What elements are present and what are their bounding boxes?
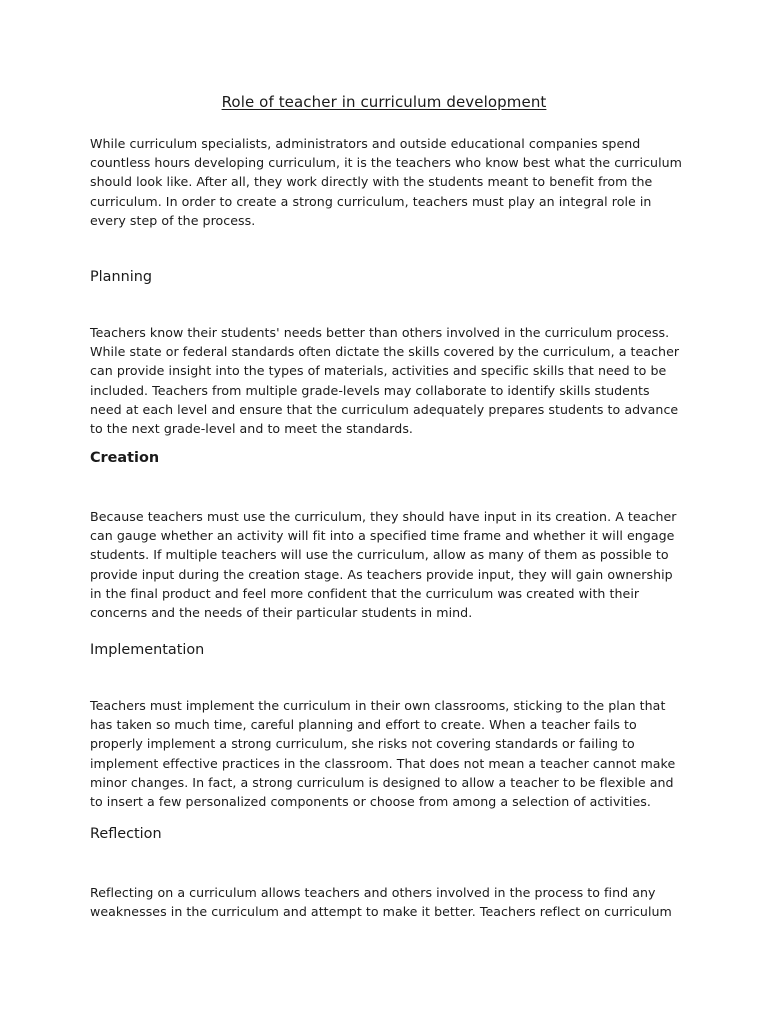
section-body-implementation: Teachers must implement the curriculum in their own classrooms, sticking to the plan that has taken so much time, careful planning and effort to create. When a teacher fails to properly implement a strong curriculum, she risks not covering standards or failing to implement effective practices in the classroom. That does not mean a teacher cannot make minor changes. In fact, a strong curriculum is designed to allow a teacher to be flexible and to insert a few personalized components or choose from among a selection of activities. — [90, 698, 676, 810]
section-body-planning: Teachers know their students' needs better than others involved in the curriculum process. While state or federal standards often dictate the skills covered by the curriculum, a teacher can provide insight into the types of materials, activities and specific skills that need to be included. Teachers from multiple grade-levels may collaborate to identify skills students need at each level and ensure that the curriculum adequately prepares students to advance to the next grade-level and to meet the standards. — [90, 325, 680, 437]
section-heading-reflection: Reflection — [90, 826, 162, 842]
section-heading-implementation: Implementation — [90, 642, 205, 658]
section-heading-creation: Creation — [90, 450, 160, 466]
section-heading-planning: Planning — [90, 269, 152, 285]
section-body-creation: Because teachers must use the curriculum, they should have input in its creation. A teacher can gauge whether an activity will fit into a specified time frame and whether it will engage students. If multiple teachers will use the curriculum, allow as many of them as possible to provide input during the creation stage. As teachers provide input, they will gain ownership in the final product and feel more confident that the curriculum was created with their concerns and the needs of their particular students in mind. — [90, 509, 677, 621]
document-title: Role of teacher in curriculum development — [221, 93, 547, 111]
intro-paragraph: While curriculum specialists, administrators and outside educational companies spend countless hours developing curriculum, it is the teachers who know best what the curriculum should look like. After all, they work directly with the students meant to benefit from the curriculum. In order to create a strong curriculum, teachers must play an integral role in every step of the process. — [90, 136, 682, 228]
section-body-reflection: Reflecting on a curriculum allows teachers and others involved in the process to find any weaknesses in the curriculum and attempt to make it better. Teachers reflect on curriculum — [90, 885, 672, 920]
